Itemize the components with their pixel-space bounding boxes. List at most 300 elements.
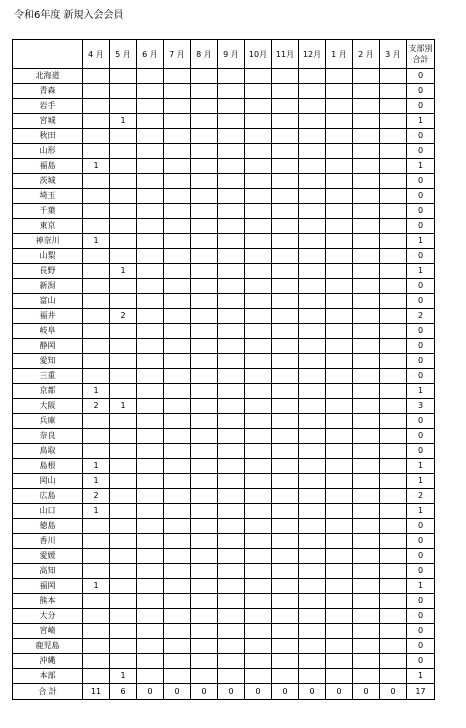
month-cell [353,474,380,489]
branch-name: 山形 [13,144,83,159]
month-cell [164,279,191,294]
month-cell [353,159,380,174]
header-month: 7 月 [164,40,191,69]
branch-name: 福岡 [13,579,83,594]
month-cell [353,144,380,159]
month-cell [137,249,164,264]
month-cell [191,144,218,159]
month-cell [245,414,272,429]
month-cell [218,609,245,624]
month-cell [326,384,353,399]
table-row [13,444,435,459]
month-cell [272,294,299,309]
branch-total: 1 [407,459,435,474]
month-total: 11 [83,684,110,700]
month-cell [137,189,164,204]
month-cell [245,189,272,204]
month-cell [272,384,299,399]
table-row [13,624,435,639]
table-row [13,204,435,219]
month-cell [83,189,110,204]
month-cell [191,414,218,429]
branch-name: 広島 [13,489,83,504]
month-cell [245,399,272,414]
month-cell [380,519,407,534]
month-cell [218,99,245,114]
month-cell [299,399,326,414]
month-cell [83,84,110,99]
month-cell [272,204,299,219]
month-cell [272,174,299,189]
branch-name: 長野 [13,264,83,279]
month-cell [110,654,137,669]
branch-name: 神奈川 [13,234,83,249]
table-row [13,354,435,369]
branch-name: 三重 [13,369,83,384]
month-cell [110,204,137,219]
month-cell [191,114,218,129]
branch-total: 0 [407,144,435,159]
month-cell [299,414,326,429]
month-cell [110,519,137,534]
month-cell [245,219,272,234]
branch-total: 0 [407,99,435,114]
month-cell [110,414,137,429]
month-cell: 1 [110,669,137,684]
month-cell [272,579,299,594]
month-cell [164,144,191,159]
month-cell [353,309,380,324]
table-row [13,579,435,594]
month-cell [110,504,137,519]
branch-name: 鹿児島 [13,639,83,654]
month-cell [218,219,245,234]
month-cell [326,594,353,609]
month-cell [83,279,110,294]
month-cell [191,204,218,219]
table-row [13,399,435,414]
month-cell [164,444,191,459]
month-cell [245,84,272,99]
header-branch-total [407,40,435,69]
month-cell [245,339,272,354]
month-cell [380,159,407,174]
month-cell [110,144,137,159]
month-cell [218,624,245,639]
month-cell [326,564,353,579]
month-cell [272,429,299,444]
month-cell [137,429,164,444]
table-row [13,324,435,339]
month-cell [380,459,407,474]
month-cell [380,369,407,384]
branch-name: 香川 [13,534,83,549]
table-row [13,504,435,519]
table-row [13,279,435,294]
table-row [13,309,435,324]
month-cell [218,399,245,414]
header-month: 2 月 [353,40,380,69]
month-cell [191,339,218,354]
month-cell [353,279,380,294]
header-month: 12月 [299,40,326,69]
month-cell [299,84,326,99]
month-cell [218,594,245,609]
month-cell [83,294,110,309]
month-cell [218,264,245,279]
month-cell [299,219,326,234]
month-cell [164,264,191,279]
month-cell [353,519,380,534]
month-cell [245,639,272,654]
month-cell [191,174,218,189]
month-cell [272,594,299,609]
month-total: 0 [272,684,299,700]
month-cell [272,369,299,384]
month-cell [191,639,218,654]
month-cell [353,249,380,264]
month-cell: 2 [83,399,110,414]
month-cell [191,69,218,84]
table-row [13,384,435,399]
month-cell [380,174,407,189]
month-cell [326,369,353,384]
month-cell: 1 [83,459,110,474]
month-cell [353,654,380,669]
month-cell [245,264,272,279]
month-cell [299,129,326,144]
month-cell [137,129,164,144]
month-cell [164,129,191,144]
header-month: 5 月 [110,40,137,69]
month-cell [110,534,137,549]
month-cell [380,399,407,414]
month-cell [245,474,272,489]
month-cell [191,534,218,549]
month-total: 0 [218,684,245,700]
month-cell [110,609,137,624]
month-cell [110,594,137,609]
table-row [13,189,435,204]
table-row [13,69,435,84]
month-cell: 1 [83,474,110,489]
month-cell [164,564,191,579]
table-row [13,339,435,354]
branch-name: 富山 [13,294,83,309]
month-cell [380,264,407,279]
branch-total: 0 [407,84,435,99]
month-cell [83,324,110,339]
month-cell [245,129,272,144]
month-cell [353,399,380,414]
month-cell [326,399,353,414]
month-cell [353,609,380,624]
month-cell [83,639,110,654]
month-cell [326,99,353,114]
month-cell [299,159,326,174]
table-row [13,114,435,129]
month-cell [326,429,353,444]
month-cell [137,204,164,219]
month-cell [299,459,326,474]
month-total: 0 [245,684,272,700]
month-cell [83,264,110,279]
month-cell [245,69,272,84]
month-cell [218,69,245,84]
month-cell [245,669,272,684]
month-cell [272,84,299,99]
month-cell [245,504,272,519]
month-cell [83,204,110,219]
branch-name: 愛知 [13,354,83,369]
month-cell [326,69,353,84]
month-cell [110,129,137,144]
month-cell [245,249,272,264]
month-cell [380,339,407,354]
month-cell [245,114,272,129]
branch-total: 1 [407,579,435,594]
month-cell [380,219,407,234]
month-cell [218,174,245,189]
month-cell [380,384,407,399]
month-cell [218,234,245,249]
month-cell [137,264,164,279]
month-cell [191,504,218,519]
month-cell [299,429,326,444]
month-cell [299,369,326,384]
month-cell [380,654,407,669]
total-row [13,684,435,700]
month-cell [191,129,218,144]
branch-name: 新潟 [13,279,83,294]
month-cell [245,309,272,324]
branch-total: 1 [407,264,435,279]
month-cell [353,264,380,279]
month-cell [353,339,380,354]
month-cell [272,519,299,534]
table-row [13,414,435,429]
month-cell [164,414,191,429]
month-total: 0 [326,684,353,700]
month-cell [137,594,164,609]
month-cell [299,189,326,204]
month-cell [164,189,191,204]
month-cell [299,354,326,369]
month-cell [83,369,110,384]
month-cell [380,669,407,684]
month-cell [380,534,407,549]
month-cell [83,144,110,159]
month-cell [353,219,380,234]
month-cell [191,264,218,279]
branch-total: 0 [407,429,435,444]
month-cell [191,294,218,309]
month-cell [380,234,407,249]
month-cell [218,504,245,519]
month-cell [380,504,407,519]
branch-name: 岩手 [13,99,83,114]
month-cell [299,504,326,519]
branch-name: 山口 [13,504,83,519]
month-cell [353,669,380,684]
month-cell [218,309,245,324]
month-cell [272,654,299,669]
month-cell [326,84,353,99]
month-cell [326,459,353,474]
month-cell [83,114,110,129]
month-cell [137,324,164,339]
month-cell [353,174,380,189]
month-cell [272,144,299,159]
month-cell [137,219,164,234]
branch-total: 0 [407,519,435,534]
month-total: 0 [380,684,407,700]
month-cell [83,519,110,534]
month-cell [299,339,326,354]
month-cell [380,189,407,204]
month-cell [380,429,407,444]
month-cell [164,369,191,384]
month-cell [326,579,353,594]
header-month: 10月 [245,40,272,69]
month-cell [191,579,218,594]
branch-total: 0 [407,639,435,654]
month-cell: 2 [83,489,110,504]
month-cell [191,654,218,669]
branch-total: 0 [407,624,435,639]
month-cell [191,159,218,174]
month-cell [326,264,353,279]
month-cell [245,234,272,249]
month-cell [245,564,272,579]
month-cell [218,549,245,564]
month-cell [245,279,272,294]
month-cell [83,99,110,114]
month-cell [272,339,299,354]
branch-total: 1 [407,114,435,129]
month-cell [380,84,407,99]
month-cell [380,594,407,609]
month-cell [164,594,191,609]
month-cell [137,669,164,684]
month-cell [299,579,326,594]
month-cell [110,69,137,84]
table-row [13,609,435,624]
month-cell [83,414,110,429]
month-cell [137,159,164,174]
month-cell [245,654,272,669]
month-cell [353,549,380,564]
month-cell [380,324,407,339]
month-cell [191,519,218,534]
month-cell [110,294,137,309]
month-cell [326,114,353,129]
table-row [13,654,435,669]
month-cell [110,279,137,294]
table-row [13,474,435,489]
month-cell [299,144,326,159]
month-cell: 1 [110,114,137,129]
table-row [13,369,435,384]
month-cell [137,489,164,504]
month-cell [110,489,137,504]
month-cell [110,639,137,654]
month-cell [110,444,137,459]
branch-name: 宮城 [13,114,83,129]
month-cell [110,354,137,369]
branch-name: 本部 [13,669,83,684]
branch-name: 岡山 [13,474,83,489]
month-cell [380,639,407,654]
month-cell [110,219,137,234]
month-cell [326,129,353,144]
month-cell [380,279,407,294]
branch-total: 0 [407,174,435,189]
month-cell [272,99,299,114]
month-cell [164,504,191,519]
month-cell [326,249,353,264]
branch-name: 徳島 [13,519,83,534]
month-cell [137,384,164,399]
month-cell [164,324,191,339]
month-cell [299,609,326,624]
month-total: 0 [164,684,191,700]
branch-name: 熊本 [13,594,83,609]
month-cell [380,69,407,84]
total-label: 合 計 [13,684,83,700]
table-row [13,534,435,549]
month-cell [272,279,299,294]
branch-name: 山梨 [13,249,83,264]
month-cell [272,219,299,234]
month-cell [299,264,326,279]
month-cell [164,354,191,369]
month-total: 0 [299,684,326,700]
month-cell [380,129,407,144]
month-cell [380,204,407,219]
branch-total: 0 [407,354,435,369]
branch-total: 0 [407,129,435,144]
branch-total: 0 [407,189,435,204]
month-cell [272,624,299,639]
month-cell [245,594,272,609]
month-cell [326,174,353,189]
month-cell [164,534,191,549]
month-cell [353,579,380,594]
month-cell [218,204,245,219]
month-cell [299,594,326,609]
header-corner [13,40,83,69]
month-cell [245,144,272,159]
month-cell [83,354,110,369]
table-row [13,219,435,234]
month-cell [218,114,245,129]
month-cell [272,474,299,489]
month-cell [137,519,164,534]
month-cell [137,459,164,474]
month-cell [83,564,110,579]
month-cell [110,549,137,564]
month-cell [380,99,407,114]
month-cell [245,579,272,594]
month-cell [164,639,191,654]
table-body [13,69,435,684]
table-row [13,489,435,504]
month-cell [191,84,218,99]
month-cell [353,459,380,474]
month-cell [191,459,218,474]
month-cell [380,414,407,429]
